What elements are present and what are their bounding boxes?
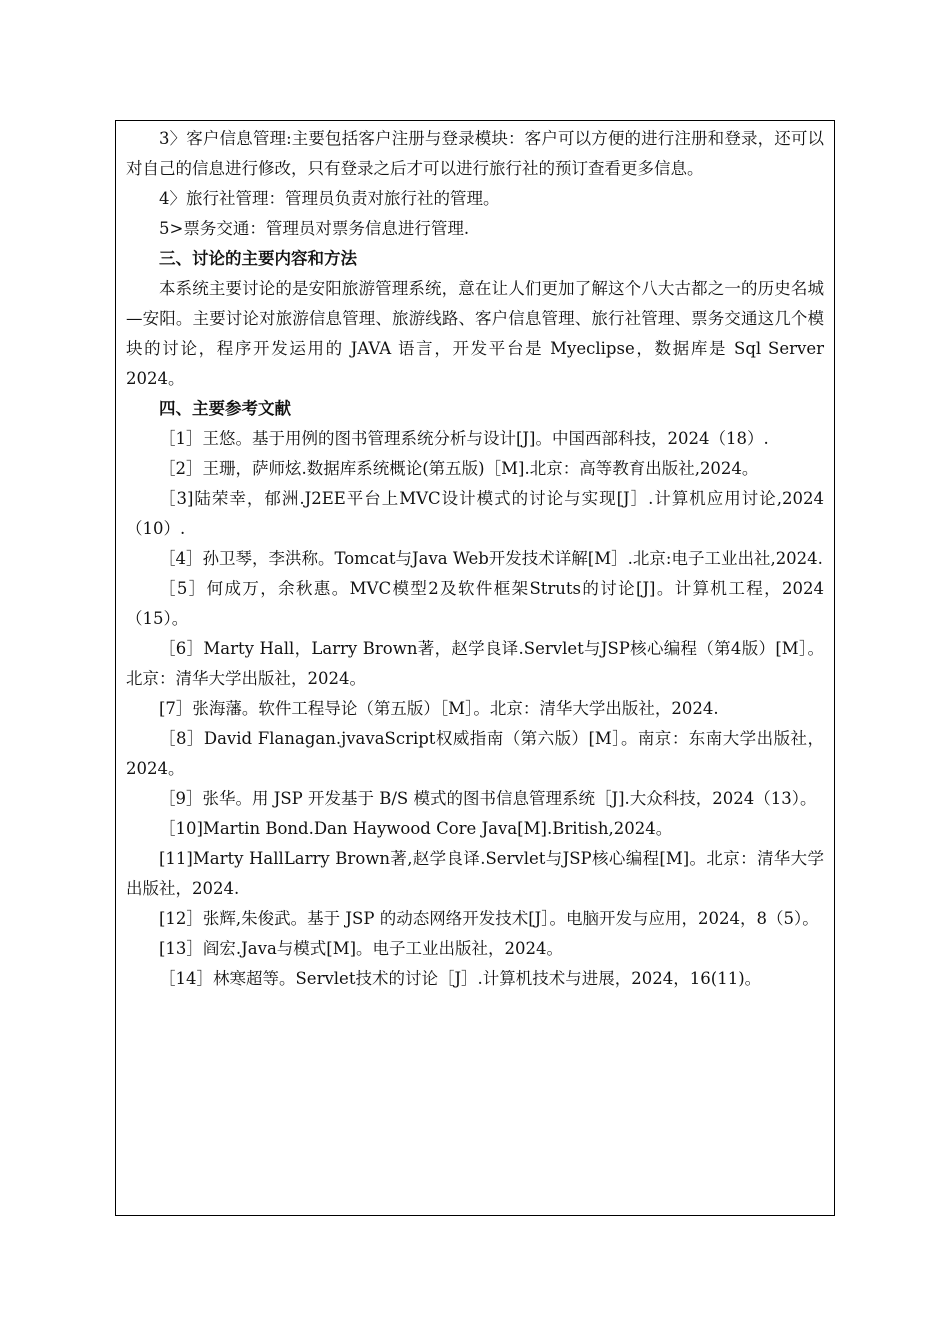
reference-7: [7］张海藩。软件工程导论（第五版）［M］。北京：清华大学出版社，2024.: [159, 699, 719, 718]
methods-paragraph: 本系统主要讨论的是安阳旅游管理系统，意在让人们更加了解这个八大古都之一的历史名城—安阳。主要讨论对旅游信息管理、旅游线路、客户信息管理、旅行社管理、票务交通这几个模块的讨论，程序开发运用的 JAVA 语言，开发平台是 Myeclipse，数据库是 Sql Server 2024。: [126, 279, 824, 388]
heading-methods: 三、讨论的主要内容和方法: [159, 249, 357, 268]
reference-3: ［3]陆荣幸，郁洲.J2EE平台上MVC设计模式的讨论与实现[J］.计算机应用讨论,2024（10）.: [126, 489, 824, 538]
reference-13: [13］阎宏.Java与模式[M]。电子工业出版社，2024。: [159, 939, 564, 958]
reference-2: ［2］王珊，萨师炫.数据库系统概论(第五版)［M].北京：高等教育出版社,2024。: [159, 459, 759, 478]
reference-11: [11]Marty HallLarry Brown著,赵学良译.Servlet与JSP核心编程[M]。北京：清华大学出版社，2024.: [126, 849, 824, 898]
reference-9: ［9］张华。用 JSP 开发基于 B/S 模式的图书信息管理系统［J].大众科技，2024（13）。: [159, 789, 817, 808]
content-box: [115, 120, 835, 1216]
heading-references: 四、主要参考文献: [159, 399, 291, 418]
reference-14: ［14］林寒超等。Servlet技术的讨论［J］.计算机技术与进展，2024，16(11)。: [159, 969, 762, 988]
item-ticket-management: 5>票务交通：管理员对票务信息进行管理.: [159, 219, 470, 238]
reference-4: ［4］孙卫琴，李洪称。Tomcat与Java Web开发技术详解[M］.北京:电子工业出社,2024.: [159, 549, 823, 568]
reference-10: ［10]Martin Bond.Dan Haywood Core Java[M].British,2024。: [159, 819, 673, 838]
reference-6: ［6］Marty Hall，Larry Brown著，赵学良译.Servlet与JSP核心编程（第4版）[M］。 北京：清华大学出版社，2024。: [126, 639, 824, 688]
reference-12: [12］张辉,朱俊武。基于 JSP 的动态网络开发技术[J］。电脑开发与应用，2024，8（5）。: [159, 909, 819, 928]
reference-8: ［8］David Flanagan.jvavaScript权威指南（第六版）[M］。南京：东南大学出版社，2024。: [126, 729, 824, 778]
reference-1: ［1］王悠。基于用例的图书管理系统分析与设计[J]。中国西部科技，2024（18）.: [159, 429, 769, 448]
item-customer-management: 3〉客户信息管理:主要包括客户注册与登录模块：客户可以方便的进行注册和登录，还可以对自己的信息进行修改，只有登录之后才可以进行旅行社的预订查看更多信息。: [126, 129, 824, 178]
item-travel-agency-management: 4〉旅行社管理：管理员负责对旅行社的管理。: [159, 189, 500, 208]
reference-5: ［5］何成万，余秋惠。MVC模型2及软件框架Struts的讨论[J]。计算机工程，2024（15）。: [126, 579, 824, 628]
